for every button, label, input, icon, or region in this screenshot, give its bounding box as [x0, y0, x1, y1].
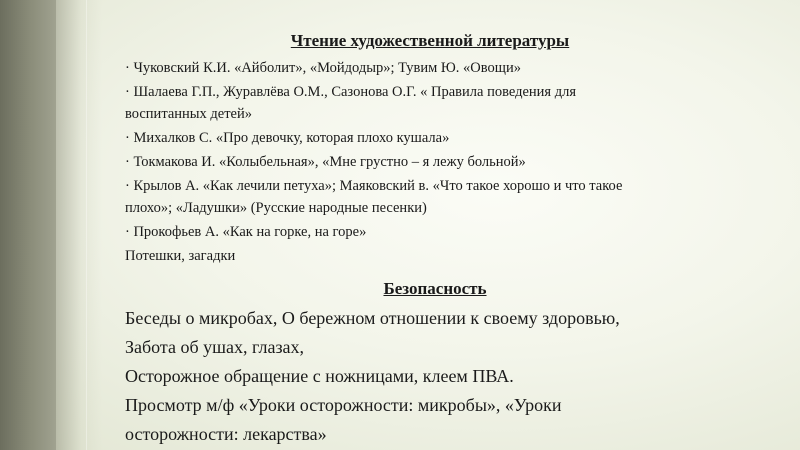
band-divider-line [86, 0, 87, 450]
reading-line-7: плохо»; «Ладушки» (Русские народные песенки) [125, 200, 427, 216]
safety-line-2: Забота об ушах, глазах, [125, 337, 305, 357]
slide-content [125, 30, 775, 449]
reading-line-9: Потешки, загадки [125, 248, 236, 264]
band-gradient-edge [56, 0, 102, 450]
reading-line-3: воспитанных детей» [125, 106, 252, 122]
safety-line-3: Осторожное обращение с ножницами, клеем ПВА. [125, 366, 514, 386]
safety-line-5: осторожности: лекарства» [125, 424, 327, 444]
reading-line-6: · Крылов А. «Как лечили петуха»; Маяковский в. «Что такое хорошо и что такое [125, 178, 623, 194]
safety-line-4: Просмотр м/ф «Уроки осторожности: микробы», «Уроки [125, 395, 562, 415]
reading-line-4: · Михалков С. «Про девочку, которая плохо кушала» [125, 130, 450, 146]
reading-line-8: · Прокофьев А. «Как на горке, на горе» [125, 224, 367, 240]
safety-section-title: Безопасность [383, 279, 487, 298]
safety-line-1: Беседы о микробах, О бережном отношении к своему здоровью, [125, 308, 620, 328]
reading-section-title: Чтение художественной литературы [290, 31, 570, 50]
left-decorative-band [0, 0, 56, 450]
reading-line-5: · Токмакова И. «Колыбельная», «Мне грустно – я лежу больной» [125, 154, 526, 170]
reading-line-2: · Шалаева Г.П., Журавлёва О.М., Сазонова О.Г. « Правила поведения для [125, 84, 576, 100]
reading-line-1: · Чуковский К.И. «Айболит», «Мойдодыр»; Тувим Ю. «Овощи» [125, 60, 521, 76]
